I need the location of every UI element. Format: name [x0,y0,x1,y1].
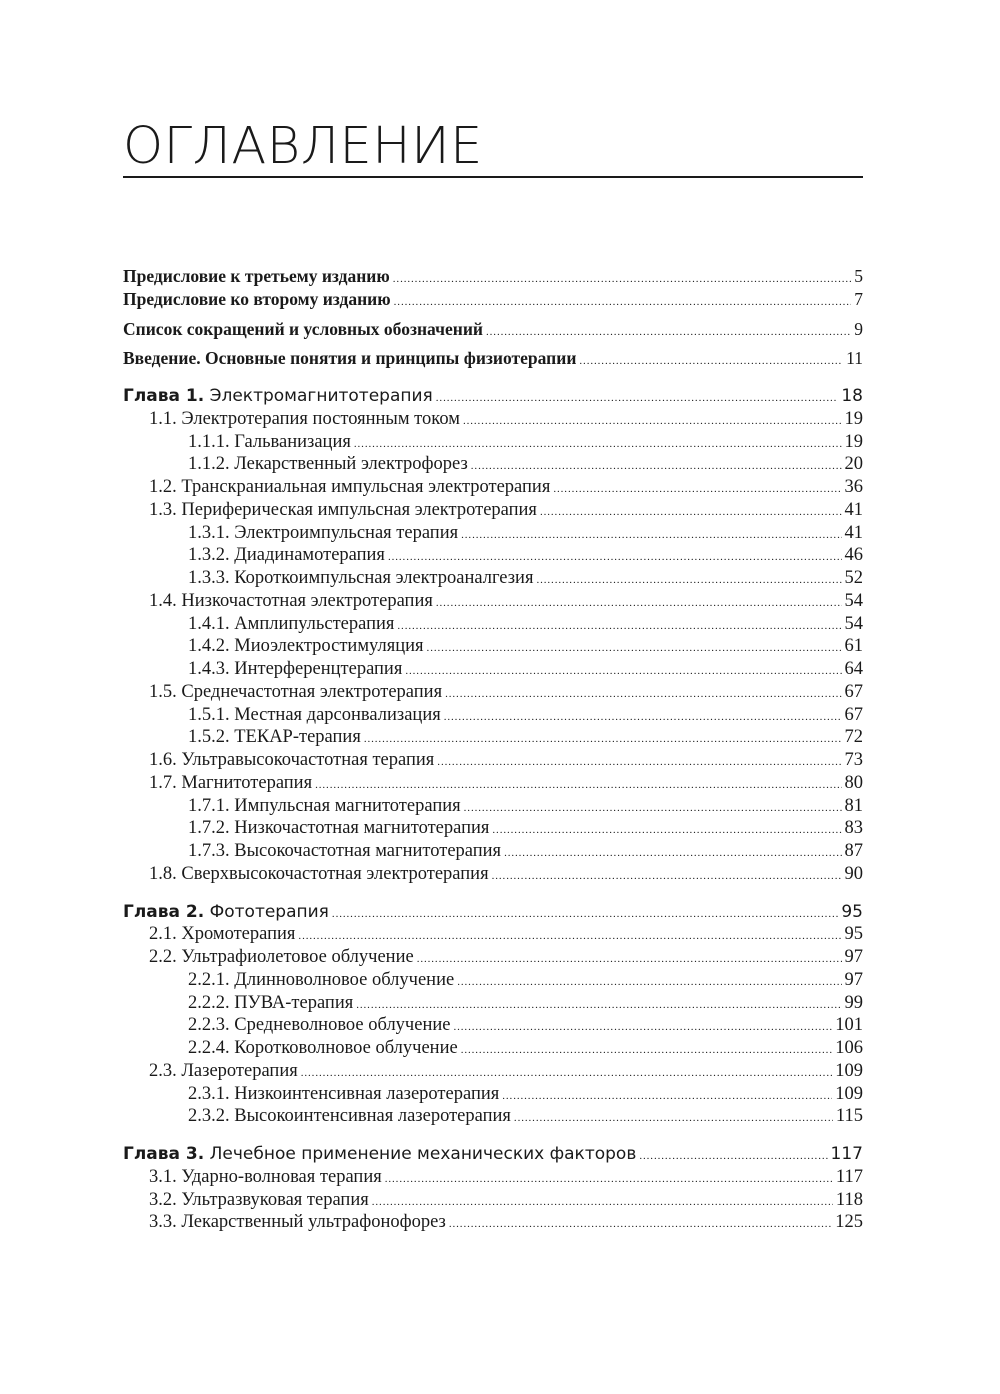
toc-entry-title: 1.4.2. Миоэлектростимуляция [188,636,424,657]
toc-page-number: 81 [844,795,863,816]
toc-entry-title: 1.4.3. Интерференцтерапия [188,659,403,679]
toc-entry-front[interactable] [123,265,863,288]
toc-page-number: 118 [835,1189,863,1210]
toc-entry-title: 2.3.2. Высокоинтенсивная лазеротерапия [188,1106,511,1127]
toc-entry-title: 1.5.1. Местная дарсонвализация [188,704,441,725]
toc-entry-label [149,1166,382,1189]
dot-leader [427,637,842,660]
toc-page-number: 83 [844,818,863,839]
toc-entry-label [188,522,458,545]
chapter-number: Глава 2. [123,901,205,922]
toc-entry-label [188,658,402,681]
dot-leader [553,478,841,501]
toc-page-number: 61 [844,636,863,657]
toc-entry-title: 2.1. Хромотерапия [149,924,296,945]
toc-entry-title: 1.1. Электротерапия постоянным током [149,408,460,429]
toc-spacer [123,886,863,901]
toc-entry-title: 1.5. Среднечастотная электротерапия [149,681,443,702]
dot-leader [298,925,841,948]
toc-entry-title: 3.1. Ударно-волновая терапия [149,1166,382,1187]
toc-entry-title: Электромагнитотерапия [209,386,433,406]
dot-leader [444,706,842,729]
toc-entry-label [149,749,434,772]
toc-entry-l2[interactable] [123,658,863,681]
toc-entry-label [188,544,385,567]
toc-entry-title: 2.2.2. ПУВА-терапия [188,992,354,1013]
dot-leader [354,433,842,456]
toc-page-number: 125 [835,1212,863,1233]
toc-entry-front[interactable] [123,318,863,341]
toc-page-number: 90 [844,863,863,884]
toc-entry-label [123,265,390,288]
title-underline [123,176,863,178]
toc-entry-title: 2.3.1. Низкоинтенсивная лазеротерапия [188,1083,500,1104]
toc-page-number: 7 [854,288,863,309]
dot-leader [356,994,841,1017]
dot-leader [464,797,842,820]
toc-entry-label [188,840,501,863]
toc-entry-label [188,1014,450,1037]
toc-entry-label [188,795,461,818]
toc-page-number: 97 [844,947,863,967]
toc-page-number: 72 [844,727,863,748]
toc-entry-label [149,499,537,522]
toc-entry-title: 1.8. Сверхвысокочастотная электротерапия [149,863,489,884]
toc-entry-label [149,923,295,946]
chapter-number: Глава 3. [123,1144,205,1164]
toc-page-number: 109 [835,1083,863,1104]
dot-leader [461,524,841,547]
dot-leader [514,1107,833,1130]
table-of-contents [123,265,863,1234]
page-title: ОГЛАВЛЕНИЕ [123,117,483,176]
dot-leader [332,903,838,926]
toc-entry-chapter[interactable] [123,1143,863,1166]
toc-page-number: 115 [835,1106,863,1127]
toc-entry-l2[interactable] [123,795,863,818]
toc-entry-label [149,946,414,969]
chapter-number: Глава 1. [123,386,205,406]
toc-entry-label [149,681,442,704]
toc-entry-label [149,476,550,499]
toc-entry-title: 2.3. Лазеротерапия [149,1060,298,1081]
dot-leader [502,1085,832,1108]
dot-leader [385,1168,833,1191]
toc-page-number: 9 [854,318,863,339]
toc-entry-l2[interactable] [123,840,863,863]
toc-entry-label [149,1211,446,1234]
toc-entry-title: 1.6. Ультравысокочастотная терапия [149,750,435,770]
toc-entry-title: 1.7.3. Высокочастотная магнитотерапия [188,841,502,861]
toc-entry-chapter[interactable] [123,901,863,924]
toc-entry-title: 1.3.3. Короткоимпульсная электроаналгезия [188,568,534,588]
dot-leader [301,1062,833,1085]
toc-page-number: 46 [844,545,863,566]
toc-page-number: 109 [835,1060,863,1081]
dot-leader [388,546,842,569]
toc-entry-label [123,288,391,311]
toc-page-number: 18 [841,386,863,406]
toc-page-number: 97 [844,969,863,990]
toc-entry-label [123,901,329,924]
toc-page-number: 36 [844,477,863,497]
toc-entry-title: Введение. Основные понятия и принципы физиотерапии [123,348,577,369]
dot-leader [639,1145,827,1168]
toc-entry-l2[interactable] [123,1014,863,1037]
toc-entry-title: 2.2. Ультрафиолетовое облучение [149,947,414,967]
toc-entry-l1[interactable] [123,863,863,886]
toc-entry-l2[interactable] [123,544,863,567]
toc-page-number: 5 [854,266,863,286]
toc-entry-label [123,1143,636,1166]
toc-page-number: 67 [844,704,863,725]
toc-entry-label [188,969,454,992]
toc-entry-title: 1.7.1. Импульсная магнитотерапия [188,795,461,816]
toc-page-number: 95 [844,924,863,945]
toc-page-number: 19 [844,431,863,452]
dot-leader [405,660,841,683]
dot-leader [445,683,841,706]
toc-entry-label [188,453,468,476]
dot-leader [315,774,841,797]
toc-page-number: 41 [844,522,863,543]
toc-page-number: 52 [844,568,863,588]
toc-page-number: 117 [830,1144,863,1164]
toc-entry-label [188,567,533,590]
toc-entry-l2[interactable] [123,1083,863,1106]
toc-page-number: 106 [835,1038,863,1058]
toc-entry-title: 1.3. Периферическая импульсная электротерапия [149,499,537,520]
dot-leader [536,569,841,592]
toc-entry-chapter[interactable] [123,385,863,408]
toc-entry-l1[interactable] [123,923,863,946]
toc-entry-label [188,817,489,840]
toc-entry-l2[interactable] [123,726,863,749]
toc-entry-l2[interactable] [123,817,863,840]
toc-entry-title: Фототерапия [209,901,329,922]
toc-entry-label [188,431,351,454]
toc-entry-l1[interactable] [123,1166,863,1189]
toc-entry-l1[interactable] [123,1211,863,1234]
toc-entry-label [188,1083,499,1106]
toc-entry-l1[interactable] [123,590,863,613]
toc-entry-title: 2.2.4. Коротковолновое облучение [188,1038,458,1058]
toc-page-number: 54 [844,590,863,611]
toc-entry-l1[interactable] [123,1060,863,1083]
toc-page-number: 80 [844,772,863,793]
toc-entry-l1[interactable] [123,749,863,772]
toc-entry-title: 1.2. Транскраниальная импульсная электротерапия [149,477,551,497]
toc-entry-l2[interactable] [123,992,863,1015]
toc-entry-label [188,1105,511,1128]
dot-leader [471,455,842,478]
toc-entry-label [188,613,394,636]
toc-entry-l1[interactable] [123,946,863,969]
toc-page-number: 101 [835,1015,863,1036]
toc-entry-l2[interactable] [123,969,863,992]
toc-entry-label [149,408,460,431]
toc-entry-l1[interactable] [123,499,863,522]
dot-leader [461,1039,833,1062]
dot-leader [393,268,851,291]
dot-leader [504,842,841,865]
toc-entry-l2[interactable] [123,1105,863,1128]
toc-page-number: 95 [841,901,863,922]
toc-page-number: 87 [844,841,863,861]
dot-leader [417,948,842,971]
toc-entry-front[interactable] [123,288,863,311]
toc-entry-l2[interactable] [123,704,863,727]
toc-entry-title: 1.7. Магнитотерапия [149,772,313,793]
toc-entry-l2[interactable] [123,1037,863,1060]
toc-entry-l2[interactable] [123,613,863,636]
toc-entry-label [123,318,483,341]
toc-page-number: 117 [835,1166,863,1187]
dot-leader [457,971,841,994]
toc-entry-l2[interactable] [123,635,863,658]
dot-leader [394,291,852,314]
dot-leader [436,592,842,615]
dot-leader [449,1213,832,1236]
toc-entry-label [149,772,312,795]
dot-leader [364,728,842,751]
toc-entry-label [188,992,353,1015]
dot-leader [540,501,842,524]
toc-entry-title: Лечебное применение механических факторов [209,1144,637,1164]
toc-entry-title: 1.3.1. Электроимпульсная терапия [188,522,459,543]
toc-entry-label [149,1060,298,1083]
toc-page-number: 73 [844,750,863,770]
toc-page-number: 11 [846,348,863,369]
toc-entry-title: 1.7.2. Низкочастотная магнитотерапия [188,818,490,839]
dot-leader [463,410,842,433]
dot-leader [436,387,839,410]
toc-page-number: 99 [844,992,863,1013]
toc-entry-label [188,704,441,727]
toc-entry-label [188,1037,458,1060]
toc-entry-title: Предисловие ко второму изданию [123,288,391,309]
dot-leader [492,819,841,842]
toc-entry-label [149,590,433,613]
toc-entry-l2[interactable] [123,522,863,545]
toc-entry-title: 3.3. Лекарственный ультрафонофорез [149,1212,446,1233]
toc-entry-title: 2.2.3. Средневолновое облучение [188,1015,451,1036]
dot-leader [397,615,841,638]
toc-page-number: 64 [844,659,863,679]
toc-entry-title: 1.4.1. Амплипульстерапия [188,613,395,634]
dot-leader [492,865,842,888]
toc-entry-title: 1.1.2. Лекарственный электрофорез [188,454,468,475]
toc-page-number: 41 [844,499,863,520]
toc-entry-l1[interactable] [123,476,863,499]
toc-entry-title: 1.5.2. ТЕКАР-терапия [188,727,361,748]
toc-entry-l1[interactable] [123,408,863,431]
toc-entry-title: 1.4. Низкочастотная электротерапия [149,590,433,611]
toc-entry-title: 3.2. Ультразвуковая терапия [149,1189,369,1210]
toc-entry-title: 1.1.1. Гальванизация [188,431,351,452]
toc-entry-label [149,1189,369,1212]
toc-entry-l2[interactable] [123,431,863,454]
toc-entry-label [123,385,433,408]
toc-entry-l1[interactable] [123,1189,863,1212]
toc-spacer [123,1128,863,1143]
toc-entry-front[interactable] [123,347,863,370]
toc-entry-title: Список сокращений и условных обозначений [123,318,483,339]
dot-leader [437,751,841,774]
dot-leader [453,1016,832,1039]
toc-entry-label [188,726,361,749]
toc-page-number: 54 [844,613,863,634]
toc-page-number: 20 [844,454,863,475]
toc-entry-title: 2.2.1. Длинноволновое облучение [188,969,455,990]
toc-entry-title: Предисловие к третьему изданию [123,266,390,286]
dot-leader [579,350,843,373]
toc-entry-l1[interactable] [123,681,863,704]
toc-entry-title: 1.3.2. Диадинамотерапия [188,545,385,566]
toc-entry-l1[interactable] [123,772,863,795]
toc-entry-l2[interactable] [123,453,863,476]
toc-entry-label [149,863,489,886]
toc-entry-l2[interactable] [123,567,863,590]
toc-page-number: 67 [844,681,863,702]
toc-entry-label [188,635,424,658]
toc-entry-label [123,347,576,370]
dot-leader [486,321,851,344]
dot-leader [372,1191,833,1214]
toc-page-number: 19 [844,408,863,429]
